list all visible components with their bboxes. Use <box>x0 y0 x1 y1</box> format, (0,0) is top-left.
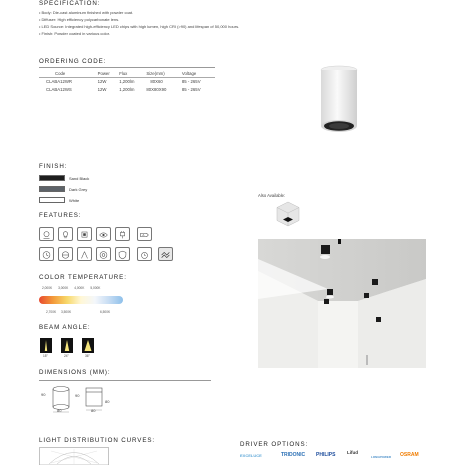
finish-heading: FINISH: <box>39 163 68 170</box>
table-cell: 12W <box>97 86 107 92</box>
cri-icon <box>58 247 73 261</box>
divider <box>39 67 215 68</box>
spec-heading: SPECIFICATION: <box>39 0 101 7</box>
column-header: Code <box>55 70 66 76</box>
column-header: Flux <box>119 70 128 76</box>
dimension-value: 80 <box>105 399 110 404</box>
dimensions-heading: DIMENSIONS (MM): <box>39 369 111 376</box>
dimension-value: 90 <box>75 393 80 398</box>
spec-line: • Body: Die-cast aluminum finished with powder coat. <box>39 10 134 15</box>
finish-swatch-dark-grey <box>39 186 65 192</box>
table-cell: 85 - 265V <box>181 79 201 85</box>
table-cell: 1,200lm <box>119 79 135 85</box>
lifespan-icon <box>39 247 54 261</box>
finish-label: White <box>69 197 80 203</box>
efficiency-icon <box>96 247 111 261</box>
also-available-label: Also Available: <box>258 193 286 198</box>
bulb-icon <box>58 227 73 241</box>
color-temp-bar <box>39 296 123 304</box>
divider <box>39 380 211 381</box>
column-header: Power <box>97 70 110 76</box>
color-temp-heading: COLOR TEMPERATURE: <box>39 274 127 281</box>
color-temp-label: 2,700K <box>46 310 57 314</box>
driver-options-heading: DRIVER OPTIONS: <box>240 441 309 448</box>
driver-logo-lifud: Lifud <box>347 450 358 455</box>
beam-angle-heading: BEAM ANGLE: <box>39 324 91 331</box>
color-temp-label: 3,000K <box>58 286 69 290</box>
product-downlight-image <box>316 64 362 140</box>
plug-icon <box>115 227 130 241</box>
beam-angle-36 <box>82 338 94 353</box>
finish-label: Dark Grey <box>69 186 88 192</box>
table-cell: 12W <box>97 79 107 85</box>
ordering-table <box>39 69 215 93</box>
spec-list <box>39 9 299 37</box>
driver-logo-tridonic: TRIDONIC <box>281 452 306 458</box>
spec-line: • LED Source: Integrated high-efficiency LED chips with high lumen, high CRI (>90) and lifespan of 50,000 hours. <box>39 24 240 29</box>
spec-line: • Finish: Powder coated in various color. <box>39 31 110 36</box>
beam-angle-label: 36° <box>85 354 90 358</box>
color-temp-label: 6,500K <box>100 310 111 314</box>
features-heading: FEATURES: <box>39 212 82 219</box>
power-icon <box>158 247 173 261</box>
beam-angle-24 <box>61 338 73 353</box>
dimension-value: 80 <box>57 408 62 413</box>
ordering-heading: ORDERING CODE: <box>39 58 107 65</box>
column-header: Size(mm) <box>146 70 165 76</box>
table-row <box>39 78 215 86</box>
table-cell: CLABA12WS <box>46 86 72 92</box>
beam-angle-label: 15° <box>43 354 48 358</box>
driver-logo-exceluce: EXCELUCE <box>240 453 262 458</box>
finish-swatch-white <box>39 197 65 203</box>
table-cell: 80X80X90 <box>146 86 167 92</box>
table-row <box>39 86 215 94</box>
table-header-row <box>39 69 215 78</box>
dimmable-icon <box>39 227 54 241</box>
finish-label: Sand Black <box>69 175 90 181</box>
driver-logo-philips: PHILIPS <box>316 452 336 458</box>
color-temp-label: 2,000K <box>42 286 53 290</box>
timer-icon <box>137 247 152 261</box>
eye-icon <box>96 227 111 241</box>
beam-angle-label: 24° <box>64 354 69 358</box>
driver-logo-osram: OSRAM <box>400 452 419 458</box>
column-header: Voltage <box>181 70 197 76</box>
table-cell: 80X60 <box>150 79 163 85</box>
color-temp-top-labels <box>42 286 122 290</box>
class-a-icon <box>137 227 152 241</box>
color-temp-label: 5,000K <box>90 286 101 290</box>
finish-swatch-sand-black <box>39 175 65 181</box>
dimension-value: 90 <box>41 392 46 397</box>
warranty-icon <box>115 247 130 261</box>
light-distribution-curve <box>39 447 109 465</box>
dimension-value: 80 <box>91 408 96 413</box>
table-cell: CLABA12WR <box>46 79 73 85</box>
beam-icon <box>77 247 92 261</box>
driver-logo-longpower: LONGPOWER <box>371 455 391 459</box>
table-cell: 1,200lm <box>119 86 135 92</box>
color-temp-label: 4,000K <box>74 286 85 290</box>
table-cell: 85 - 265V <box>181 86 201 92</box>
spec-line: • Diffuser: High efficiency polycarbonate lens. <box>39 17 120 22</box>
square-downlight-image <box>276 201 300 227</box>
color-temp-label: 3,500K <box>61 310 72 314</box>
svg-text:A: A <box>142 233 145 238</box>
installation-room-photo <box>258 239 426 368</box>
distribution-heading: LIGHT DISTRIBUTION CURVES: <box>39 437 155 444</box>
chip-icon <box>77 227 92 241</box>
beam-angle-15 <box>40 338 52 353</box>
